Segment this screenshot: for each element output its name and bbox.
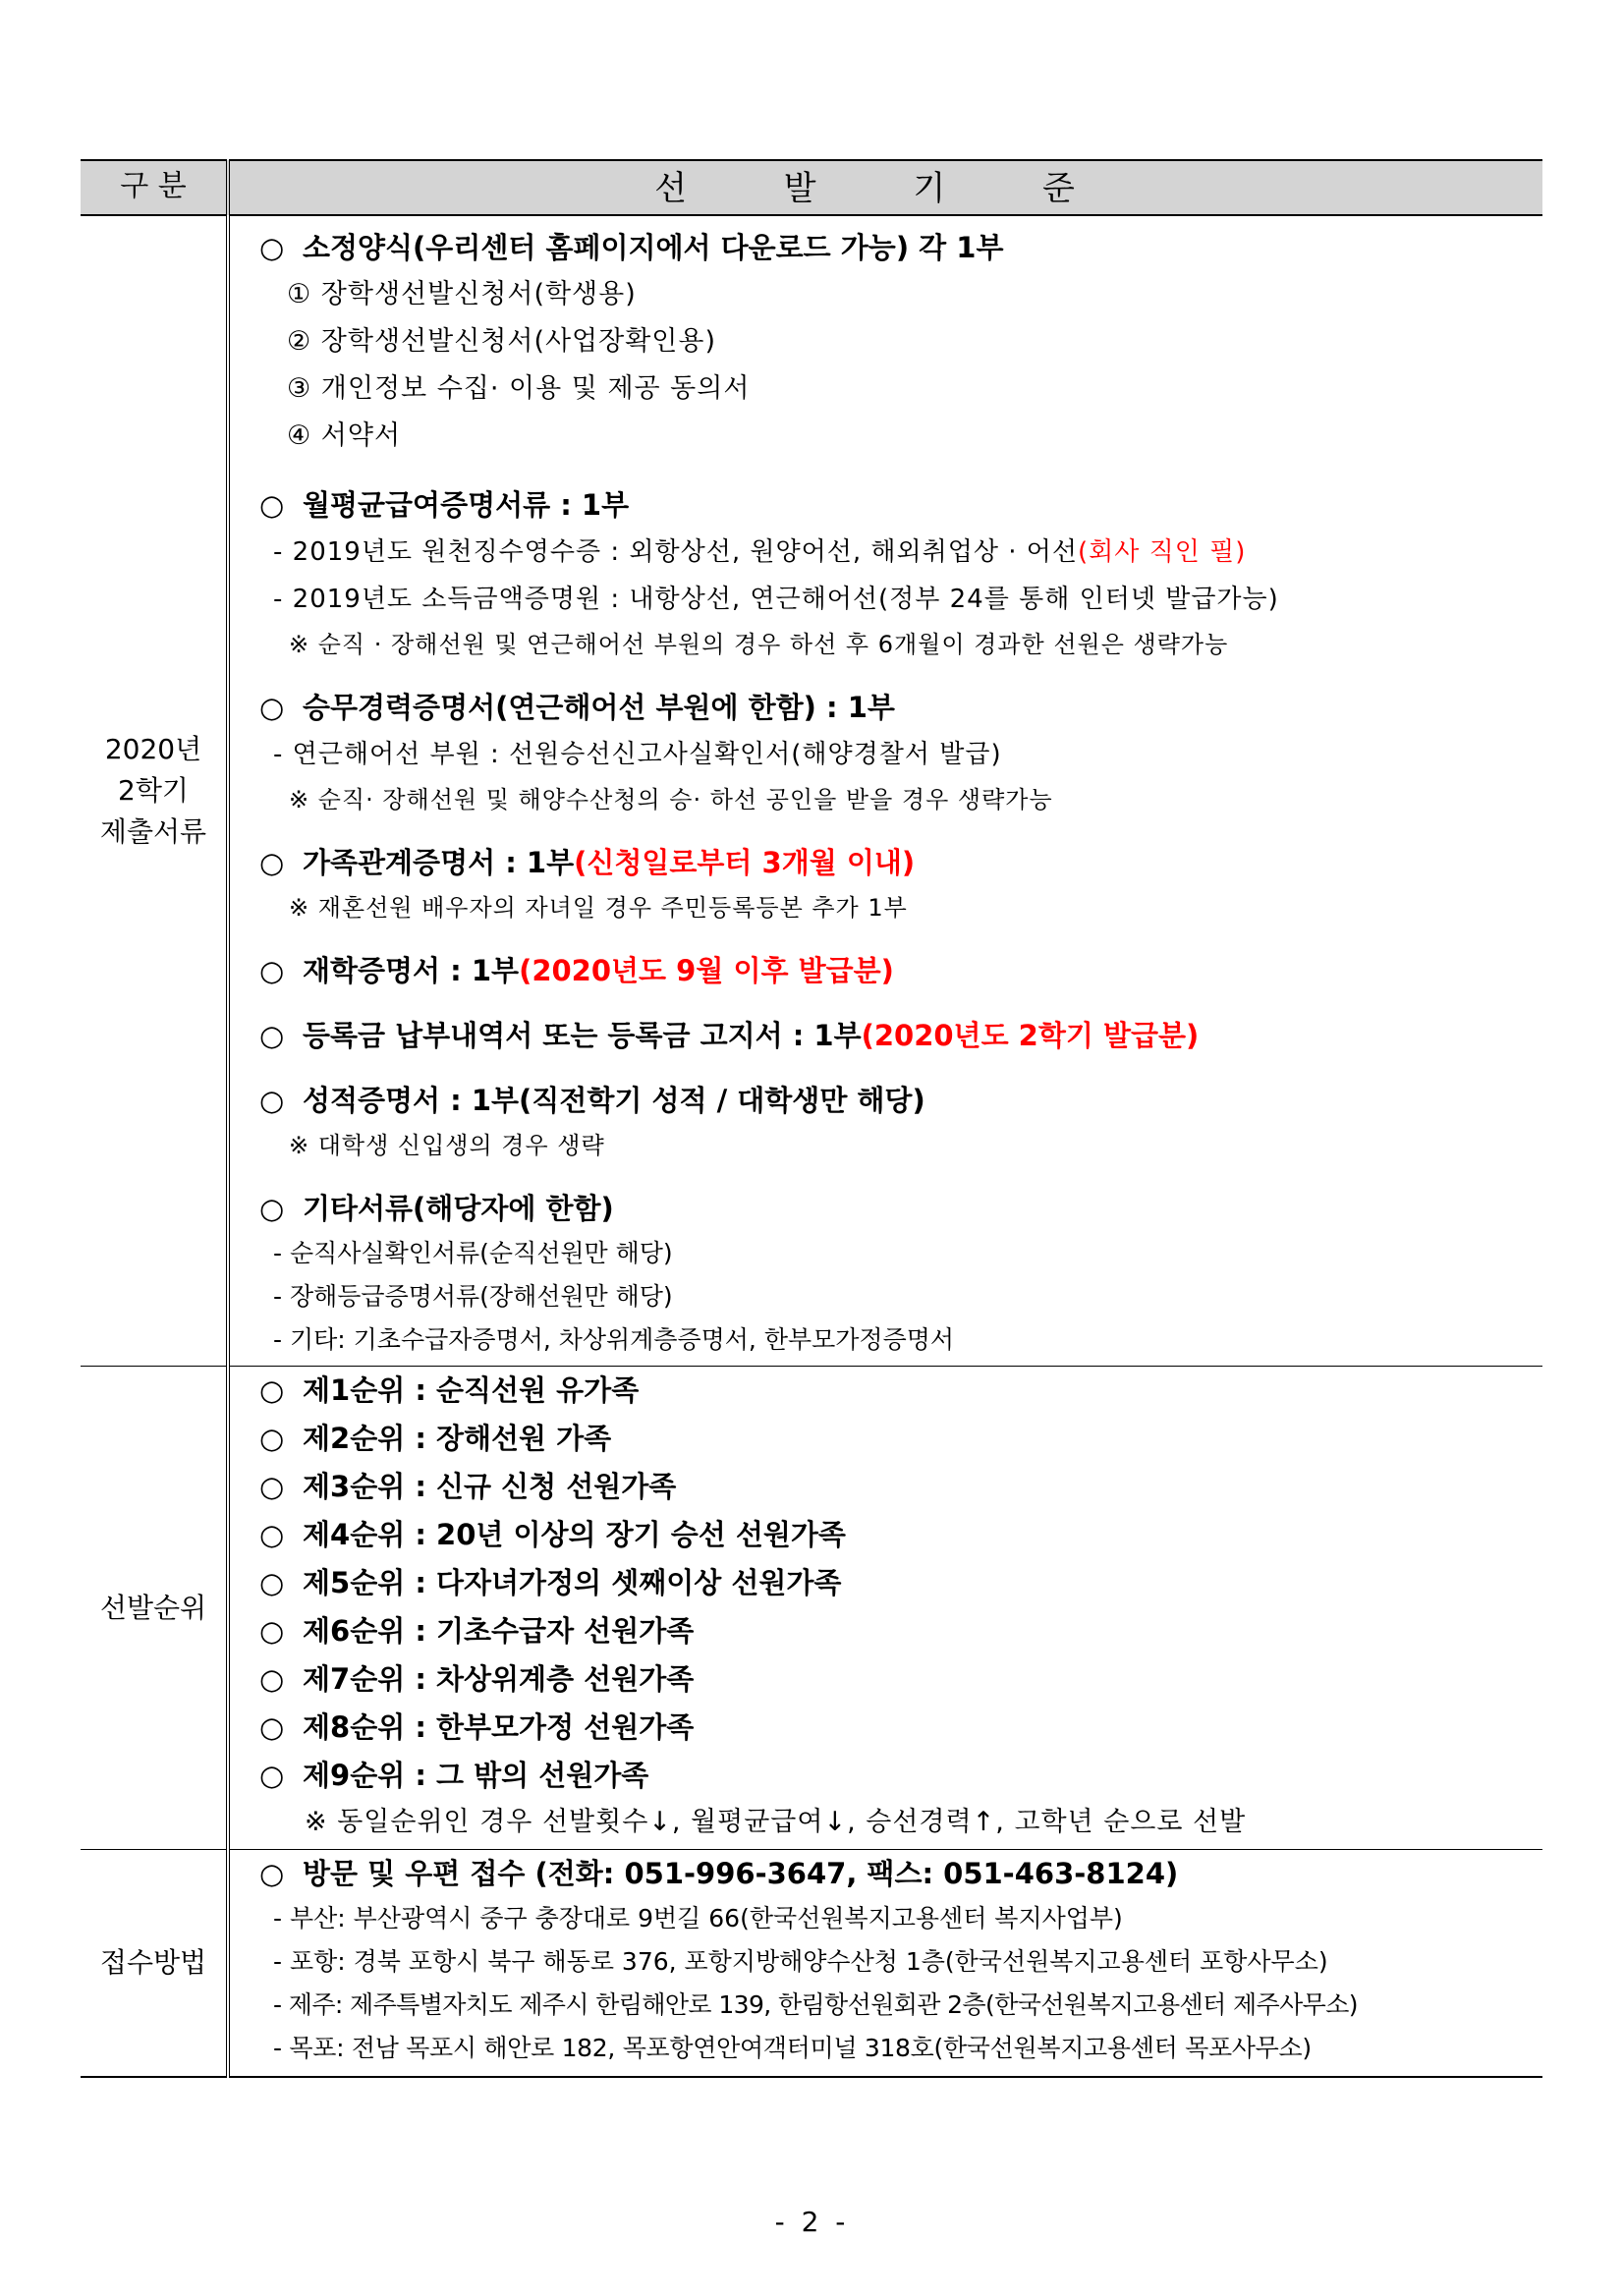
list-item: ④ 서약서: [287, 420, 402, 451]
list-item: ○ 제9순위 : 그 밖의 선원가족: [230, 1752, 1542, 1800]
circle-bullet-icon: ○: [259, 1192, 285, 1225]
circle-bullet-icon: ○: [259, 1084, 285, 1117]
ranking-label: 선발순위: [81, 1367, 228, 1850]
circle-bullet-icon: ○: [259, 1759, 285, 1792]
circle-bullet-icon: ○: [259, 231, 285, 264]
submission-content: [228, 1850, 1542, 2078]
table-header-row: [81, 160, 1542, 215]
page-number: - 2 -: [774, 2206, 850, 2238]
documents-content: [228, 215, 1542, 1367]
list-item: ○ 제6순위 : 기초수급자 선원가족: [230, 1607, 1542, 1655]
list-item: ③ 개인정보 수집· 이용 및 제공 동의서: [287, 373, 751, 404]
list-item: ○ 제7순위 : 차상위계층 선원가족: [230, 1655, 1542, 1704]
circle-bullet-icon: ○: [259, 1470, 285, 1503]
circle-bullet-icon: ○: [259, 1857, 285, 1890]
note: ※ 순직· 장해선원 및 해양수산청의 승· 하선 공인을 받을 경우 생략가능: [289, 786, 1053, 813]
note: ※ 재혼선원 배우자의 자녀일 경우 주민등록등본 추가 1부: [289, 894, 908, 922]
list-item: ○ 제8순위 : 한부모가정 선원가족: [230, 1704, 1542, 1752]
list-item: ① 장학생선발신청서(학생용): [287, 279, 637, 309]
section-ranking: [81, 1367, 1542, 1850]
circle-bullet-icon: ○: [259, 846, 285, 879]
list-item: - 2019년도 원천징수영수증 : 외항상선, 원양어선, 해외취업상 · 어선(회사 직인 필): [273, 537, 1247, 567]
note: ※ 동일순위인 경우 선발횟수↓, 월평균급여↓, 승선경력↑, 고학년 순으로 선발: [305, 1807, 1247, 1837]
list-item: ② 장학생선발신청서(사업장확인용): [287, 326, 717, 357]
list-item: - 순직사실확인서류(순직선원만 해당): [273, 1239, 673, 1267]
list-item: - 기타: 기초수급자증명서, 차상위계층증명서, 한부모가정증명서: [273, 1325, 955, 1354]
list-item: ○ 성적증명서 : 1부(직전학기 성적 / 대학생만 해당): [230, 1077, 1542, 1124]
circle-bullet-icon: ○: [259, 1710, 285, 1744]
circle-bullet-icon: ○: [259, 1614, 285, 1648]
list-item: ○ 기타서류(해당자에 한함): [230, 1185, 1542, 1232]
circle-bullet-icon: ○: [259, 1518, 285, 1551]
list-item: ○ 제3순위 : 신규 신청 선원가족: [230, 1463, 1542, 1511]
ranking-content: [228, 1367, 1542, 1850]
list-item: ○ 제5순위 : 다자녀가정의 셋째이상 선원가족: [230, 1559, 1542, 1607]
list-item: ○ 재학증명서 : 1부(2020년도 9월 이후 발급분): [230, 947, 1542, 994]
circle-bullet-icon: ○: [259, 1373, 285, 1407]
note: ※ 대학생 신입생의 경우 생략: [289, 1132, 605, 1159]
list-item: - 2019년도 소득금액증명원 : 내항상선, 연근해어선(정부 24를 통해 인터넷 발급가능): [273, 585, 1279, 614]
list-item: ○ 제2순위 : 장해선원 가족: [230, 1415, 1542, 1463]
circle-bullet-icon: ○: [259, 1019, 285, 1052]
note: ※ 순직 · 장해선원 및 연근해어선 부원의 경우 하선 후 6개월이 경과한 선원은 생략가능: [289, 631, 1229, 658]
header-category: 구 분: [81, 160, 228, 215]
list-item: ○ 가족관계증명서 : 1부(신청일로부터 3개월 이내): [230, 839, 1542, 886]
list-item: ○ 월평균급여증명서류 : 1부: [230, 481, 1542, 529]
list-item: ○ 제1순위 : 순직선원 유가족: [230, 1367, 1542, 1415]
page: [81, 159, 1542, 2078]
circle-bullet-icon: ○: [259, 954, 285, 987]
list-item: - 부산: 부산광역시 중구 충장대로 9번길 66(한국선원복지고용센터 복지사업부): [273, 1904, 1123, 1932]
list-item: ○ 승무경력증명서(연근해어선 부원에 한함) : 1부: [230, 684, 1542, 731]
list-item: - 제주: 제주특별자치도 제주시 한림해안로 139, 한림항선원회관 2층(한국선원복지고용센터 제주사무소): [273, 1990, 1358, 2019]
circle-bullet-icon: ○: [259, 1422, 285, 1455]
list-item: - 포항: 경북 포항시 북구 해동로 376, 포항지방해양수산청 1층(한국선원복지고용센터 포항사무소): [273, 1947, 1328, 1976]
list-item: ○ 방문 및 우편 접수 (전화: 051-996-3647, 팩스: 051-463-8124): [230, 1850, 1542, 1897]
section-documents: [81, 215, 1542, 1367]
header-criteria: 선 발 기 준: [228, 160, 1542, 215]
circle-bullet-icon: ○: [259, 1662, 285, 1696]
circle-bullet-icon: ○: [259, 1566, 285, 1599]
list-item: ○ 제4순위 : 20년 이상의 장기 승선 선원가족: [230, 1511, 1542, 1559]
list-item: - 장해등급증명서류(장해선원만 해당): [273, 1282, 673, 1311]
circle-bullet-icon: ○: [259, 488, 285, 522]
list-item: - 연근해어선 부원 : 선원승선신고사실확인서(해양경찰서 발급): [273, 740, 1002, 769]
list-item: ○ 등록금 납부내역서 또는 등록금 고지서 : 1부(2020년도 2학기 발급분): [230, 1012, 1542, 1059]
submission-label: 접수방법: [81, 1850, 228, 2078]
circle-bullet-icon: ○: [259, 691, 285, 724]
selection-criteria-table: [81, 159, 1542, 2078]
list-item: - 목포: 전남 목포시 해안로 182, 목포항연안여객터미널 318호(한국선원복지고용센터 목포사무소): [273, 2034, 1312, 2062]
list-item: ○ 소정양식(우리센터 홈페이지에서 다운로드 가능) 각 1부: [230, 224, 1542, 271]
section-submission: [81, 1850, 1542, 2078]
documents-label: 2020년 2학기 제출서류: [81, 215, 228, 1367]
